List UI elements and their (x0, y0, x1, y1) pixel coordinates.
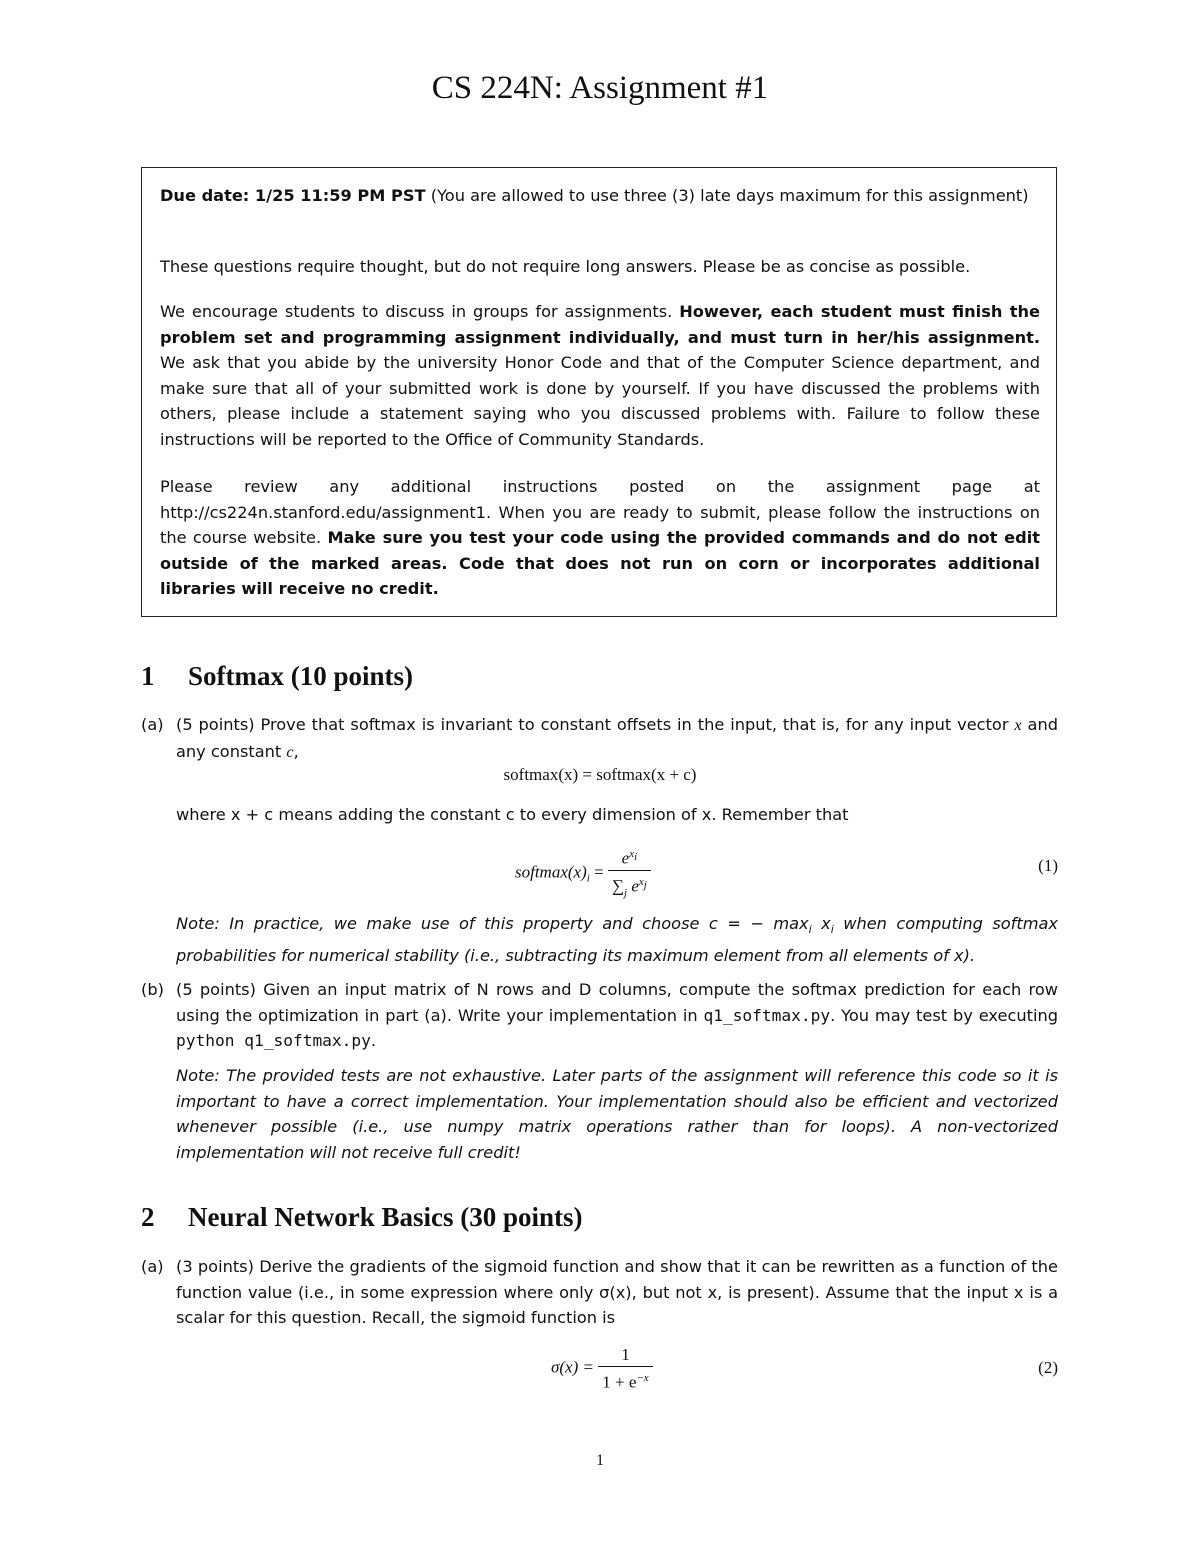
concise-paragraph: These questions require thought, but do not require long answers. Please be as concise as possible. (160, 257, 971, 276)
section-1-heading (141, 661, 413, 692)
equation-number-1: (1) (1038, 856, 1058, 875)
eq1-num-e: e (621, 848, 630, 868)
eq1-num-sup-i: i (634, 851, 638, 864)
due-date-note: (You are allowed to use three (3) late days maximum for this assignment) (425, 186, 1029, 205)
section-2-title: Neural Network Basics (30 points) (188, 1202, 583, 1232)
eq2-den-text: 1 + e (602, 1372, 637, 1392)
s1a-text-2: and any constant (176, 715, 1058, 761)
document-title: CS 224N: Assignment #1 (431, 70, 769, 106)
honor-code-paragraph (160, 299, 1040, 452)
s1b-text-1: (5 points) Given an input matrix of N rows and D columns, compute the softmax prediction for each row using the optimization in part (a). Write your implementation in (176, 980, 1058, 1025)
s1b-note: Note: The provided tests are not exhaustive. Later parts of the assignment will reference this code so it is important to have a correct implementation. Your implementation should also be efficient and vectorized whenever possible (i.e., use numpy matrix operations rather than for loops). A non-vectorized implementation will not receive full credit! (176, 1066, 1058, 1162)
eq1-fraction (608, 843, 651, 904)
s1b-label: (b) (141, 980, 164, 999)
equation-number-2: (2) (1038, 1358, 1058, 1377)
s1a-remember: where x + c means adding the constant c to every dimension of x. Remember that (176, 805, 849, 824)
s1a-text-1: (5 points) Prove that softmax is invariant to constant offsets in the input, that is, for any input vector (176, 715, 1015, 734)
s1a-note-2: x (811, 914, 831, 933)
s1a-var-c: c (286, 742, 294, 761)
eq2-denominator (598, 1367, 652, 1394)
due-date-label: Due date: 1/25 11:59 PM PST (160, 186, 426, 205)
section-1-title: Softmax (10 points) (188, 661, 414, 691)
softmax-equation: $softmax(x)_i$ = $\frac{e^{x_i}}{\sum_j e^{x_j}}$ (515, 843, 651, 904)
s1a-label: (a) (141, 715, 164, 734)
honor-code-emphasis: However, each student must finish the problem set and programming assignment individually, and must turn in her/his assignment. (160, 302, 1040, 347)
eq1-lhs: softmax(x) (515, 862, 587, 882)
s1a-note-sub: i (808, 923, 812, 937)
eq2-den-sup: −x (636, 1372, 649, 1384)
eq1-sum: ∑ (611, 876, 625, 896)
eq1-den-sup-j: j (643, 878, 647, 891)
s1a-question (176, 712, 1058, 765)
eq2-fraction (598, 1344, 652, 1394)
s1a-note-sub-2: i (830, 923, 834, 937)
eq1-den-sup-x: x (638, 875, 644, 888)
s2a-label: (a) (141, 1257, 164, 1276)
s1a-note-3: when computing softmax probabilities for numerical stability (i.e., subtracting its maximum element from all elements of x). (176, 914, 1058, 965)
page-number: 1 (596, 1452, 604, 1469)
eq1-lhs-sub: i (586, 872, 590, 885)
s1b-question (176, 977, 1058, 1054)
due-date-paragraph (160, 183, 1040, 209)
invariance-equation: softmax(x) = softmax(x + c) (503, 765, 697, 784)
s1b-text-3: . (370, 1031, 377, 1050)
section-2-number: 2 (141, 1202, 155, 1232)
s1b-text-2: . You may test by executing (830, 1005, 1058, 1025)
s1b-code-command: python q1_softmax.py (176, 1031, 371, 1050)
honor-code-intro: We encourage students to discuss in groups for assignments. (160, 302, 680, 321)
s1a-text-3: , (293, 741, 299, 761)
submission-paragraph (160, 474, 1040, 602)
s1a-note (176, 911, 1058, 968)
section-2-heading (141, 1202, 582, 1233)
eq1-numerator (608, 843, 651, 871)
submission-emphasis: Make sure you test your code using the provided commands and do not edit outside of the marked areas. Code that does not run on corn or incorporates additional libraries will receive no credit. (160, 528, 1040, 598)
honor-code-rest: We ask that you abide by the university Honor Code and that of the Computer Science department, and make sure that all of your submitted work is done by yourself. If you have discussed the problems with others, please include a statement saying who you discussed problems with. Failure to follow these instructions will be reported to the Office of Community Standards. (160, 353, 1040, 449)
eq1-den-e: e (631, 876, 639, 896)
eq1-num-sup (629, 848, 638, 864)
s2a-question: (3 points) Derive the gradients of the sigmoid function and show that it can be rewritten as a function of the function value (i.e., in some expression where only σ(x), but not x, is present). Assume that the input x is a scalar for this question. Recall, the sigmoid function is (176, 1257, 1058, 1327)
eq1-den-sup (638, 875, 647, 891)
eq2-numerator: 1 (598, 1344, 652, 1367)
sigmoid-equation (551, 1344, 653, 1394)
section-1-number: 1 (141, 661, 155, 691)
submission-intro: Please review any additional instructions posted on the assignment page at http://cs224n.stanford.edu/assignment1. When you are ready to submit, please follow the instructions on the course website. (160, 477, 1040, 547)
s1a-var-x: x (1014, 716, 1022, 734)
eq2-lhs: σ(x) = (551, 1357, 594, 1377)
s1a-note-1: Note: In practice, we make use of this property and choose c = − max (176, 914, 809, 933)
eq1-denominator (608, 871, 651, 904)
s1b-code-file: q1_softmax.py (703, 1005, 831, 1025)
eq1-num-sup-x: x (629, 848, 635, 860)
eq1-sum-j: j (624, 886, 628, 899)
